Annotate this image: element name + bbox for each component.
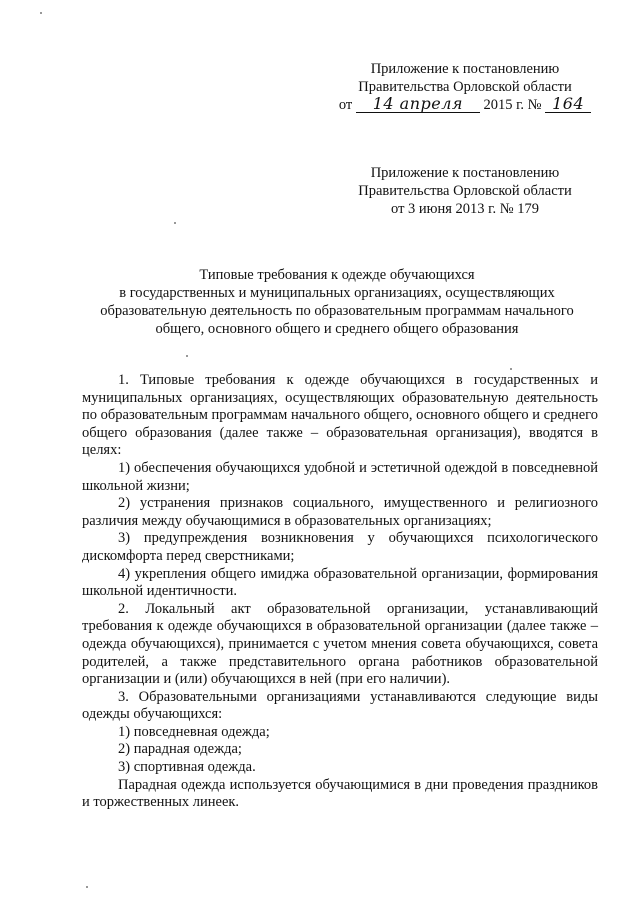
stamp-old-line-1: Приложение к постановлению <box>370 165 560 181</box>
scan-speck <box>186 355 188 357</box>
paragraph-1: 1. Типовые требования к одежде обучающихся в государственных и муниципальных организациях, осуществляющих образовательную деятельность по образовательным программам начального общего, основного общего и среднего общего образования (далее также – образовательная организация), вводятся в целях: <box>82 372 598 459</box>
approval-stamp-2015 <box>320 60 610 114</box>
stamp-old-line-3: от 3 июня 2013 г. № 179 <box>391 201 539 217</box>
document-title <box>78 266 596 338</box>
title-line-1: Типовые требования к одежде обучающихся <box>199 267 475 283</box>
approval-stamp-2013 <box>320 164 610 218</box>
stamp-date-line <box>320 96 610 114</box>
list-item-3-1: 1) повседневная одежда; <box>118 723 270 740</box>
stamp-old-line-2: Правительства Орловской области <box>358 183 572 199</box>
stamp-line-2: Правительства Орловской области <box>358 79 572 95</box>
scan-speck <box>40 12 42 14</box>
list-item-1-4: 4) укрепления общего имиджа образовательной организации, формирования школьной идентичности. <box>82 565 598 600</box>
list-item-1-2: 2) устранения признаков социального, имущественного и религиозного различия между обучающимися в образовательных организациях; <box>82 495 598 529</box>
handwritten-date: 14 апреля <box>356 96 480 113</box>
date-prefix: от <box>338 97 353 113</box>
paragraph-3: 3. Образовательными организациями устанавливаются следующие виды одежды обучающихся: <box>82 688 598 723</box>
list-item-3-2: 2) парадная одежда; <box>118 741 242 758</box>
list-item-1-1: 1) обеспечения обучающихся удобной и эстетичной одеждой в повседневной школьной жизни; <box>82 459 598 494</box>
paragraph-4: Парадная одежда используется обучающимися в дни проведения праздников и торжественных линеек. <box>82 776 598 811</box>
paragraph-2: 2. Локальный акт образовательной организации, устанавливающий требования к одежде обучающихся в образовательной организации (далее также – одежда обучающихся), принимается с учетом мнения совета обучающихся, совета родителей, а также представительного органа работников образовательной организации и (или) обучающихся в ней (при его наличии). <box>82 600 598 688</box>
scan-speck <box>510 368 512 370</box>
scan-speck <box>86 886 88 888</box>
title-line-4: общего, основного общего и среднего общего образования <box>155 321 519 337</box>
list-item-1-3: 3) предупреждения возникновения у обучающихся психологического дискомфорта перед сверстниками; <box>82 530 598 564</box>
list-item-3-3: 3) спортивная одежда. <box>118 759 256 776</box>
handwritten-number: 164 <box>545 96 591 113</box>
scan-speck <box>174 222 176 224</box>
title-line-3: образовательную деятельность по образовательным программам начального <box>100 303 574 319</box>
title-line-2: в государственных и муниципальных организациях, осуществляющих <box>119 285 555 301</box>
stamp-line-1: Приложение к постановлению <box>370 61 560 77</box>
year-text: 2015 г. № <box>483 97 542 113</box>
document-body <box>82 372 598 812</box>
